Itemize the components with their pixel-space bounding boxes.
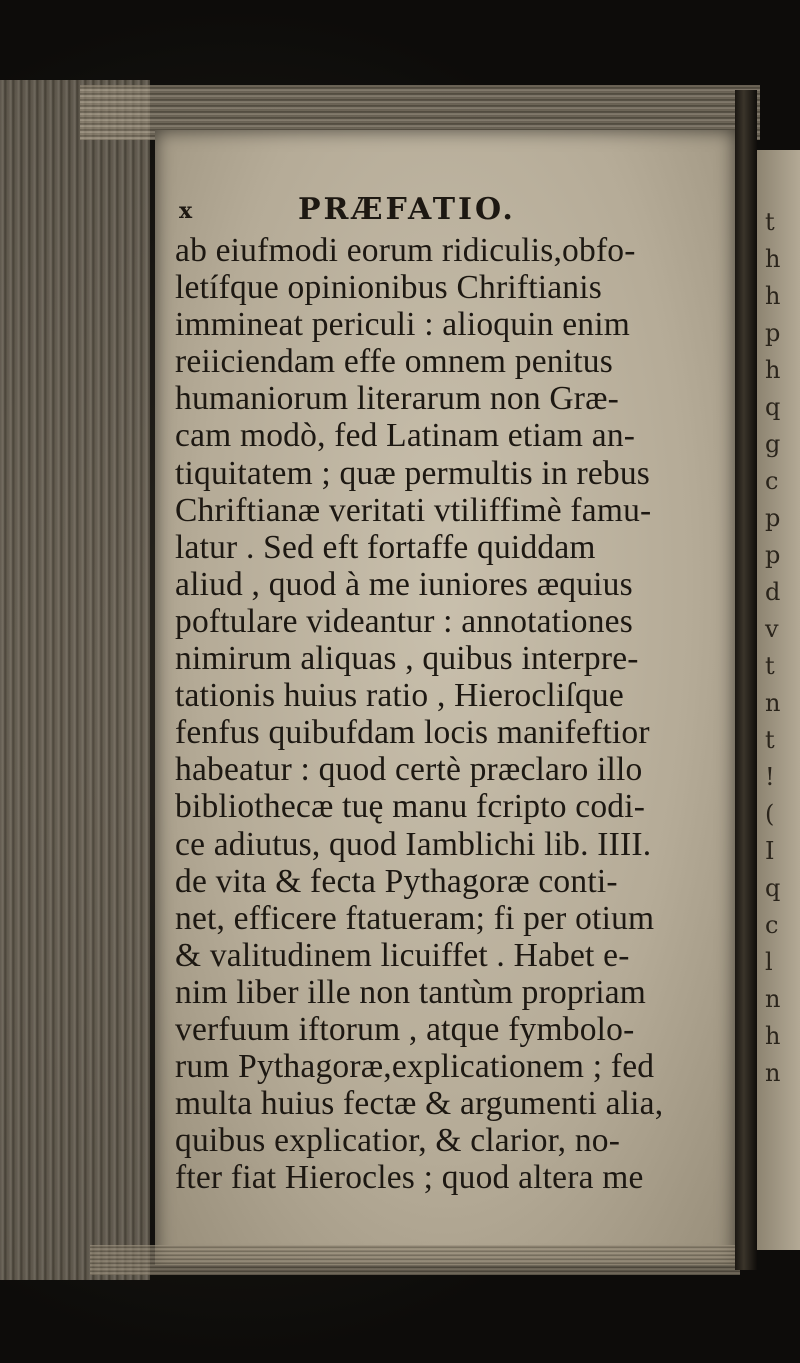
text-line: net, efficere ftatueram; fi per otium <box>175 899 655 937</box>
facing-page-glyph: p <box>765 319 781 347</box>
text-line: letífque opinionibus Chriftianis <box>175 269 602 307</box>
text-line: nim liber ille non tantùm propriam <box>175 973 647 1011</box>
book-gutter <box>735 90 757 1270</box>
text-line: tationis huius ratio , Hierocliſque <box>175 677 624 715</box>
facing-page-glyph: v <box>765 615 779 643</box>
facing-page-glyph: l <box>765 948 773 976</box>
facing-page-glyph: h <box>765 1022 781 1050</box>
facing-page-glyph: p <box>765 541 781 569</box>
facing-page-glyph: h <box>765 356 781 384</box>
facing-page-glyph: d <box>765 578 781 606</box>
facing-page-glyph: t <box>765 208 775 236</box>
text-line: bibliothecæ tuę manu fcripto codi- <box>175 788 646 826</box>
body-text <box>175 232 735 1196</box>
text-line: reiiciendam effe omnem penitus <box>175 343 613 381</box>
facing-page-sliver <box>757 150 800 1250</box>
facing-page-glyph: g <box>765 430 781 458</box>
text-line: humaniorum literarum non Græ- <box>175 380 619 418</box>
text-line: multa huius fectæ & argumenti alia, <box>175 1085 664 1123</box>
text-line: Chriftianæ veritati vtiliffimè famu- <box>175 491 652 529</box>
book-edge-left <box>0 80 150 1280</box>
text-line: aliud , quod à me iuniores æquius <box>175 565 633 603</box>
text-line: verfuum iftorum , atque fymbolo- <box>175 1010 635 1048</box>
page-text <box>175 192 735 1196</box>
facing-page-glyph: I <box>765 837 775 865</box>
running-head: PRÆFATIO. <box>298 192 516 227</box>
facing-page-glyph: n <box>765 985 781 1013</box>
text-line: quibus explicatior, & clarior, no- <box>175 1122 621 1160</box>
page-header <box>175 192 735 232</box>
facing-page-glyph: t <box>765 726 775 754</box>
text-line: immineat periculi : alioquin enim <box>175 306 631 344</box>
facing-page-glyph: q <box>765 393 781 421</box>
text-line: & valitudinem licuiffet . Habet e- <box>175 936 630 974</box>
facing-page-glyph: ( <box>765 800 775 828</box>
text-line: de vita & fecta Pythagoræ conti- <box>175 862 618 900</box>
facing-page-glyph: q <box>765 874 781 902</box>
text-line: fenfus quibufdam locis manifeftior <box>175 714 650 752</box>
text-line: rum Pythagoræ,explicationem ; fed <box>175 1048 655 1086</box>
facing-page-glyph: c <box>765 911 779 939</box>
facing-page-glyph: h <box>765 245 781 273</box>
facing-page-glyph: ! <box>765 763 775 791</box>
text-line: ab eiufmodi eorum ridiculis,obfo- <box>175 232 636 269</box>
text-line: cam modò, fed Latinam etiam an- <box>175 417 636 455</box>
text-line: habeatur : quod certè præclaro illo <box>175 751 643 789</box>
facing-page-glyph: n <box>765 689 781 717</box>
facing-page-glyph: h <box>765 282 781 310</box>
text-line: latur . Sed eft fortaffe quiddam <box>175 528 596 566</box>
facing-page-glyph: c <box>765 467 779 495</box>
page-marker: x <box>179 198 193 224</box>
facing-page-glyph: p <box>765 504 781 532</box>
text-line: nimirum aliquas , quibus interpre- <box>175 640 639 678</box>
text-line: poftulare videantur : annotationes <box>175 602 633 640</box>
text-line: ce adiutus, quod Iamblichi lib. IIII. <box>175 825 652 863</box>
book-edge-bottom <box>90 1245 740 1275</box>
facing-page-glyph: n <box>765 1059 781 1087</box>
facing-page-glyph: t <box>765 652 775 680</box>
text-line: fter fiat Hierocles ; quod altera me <box>175 1159 644 1197</box>
text-line: tiquitatem ; quæ permultis in rebus <box>175 454 651 492</box>
